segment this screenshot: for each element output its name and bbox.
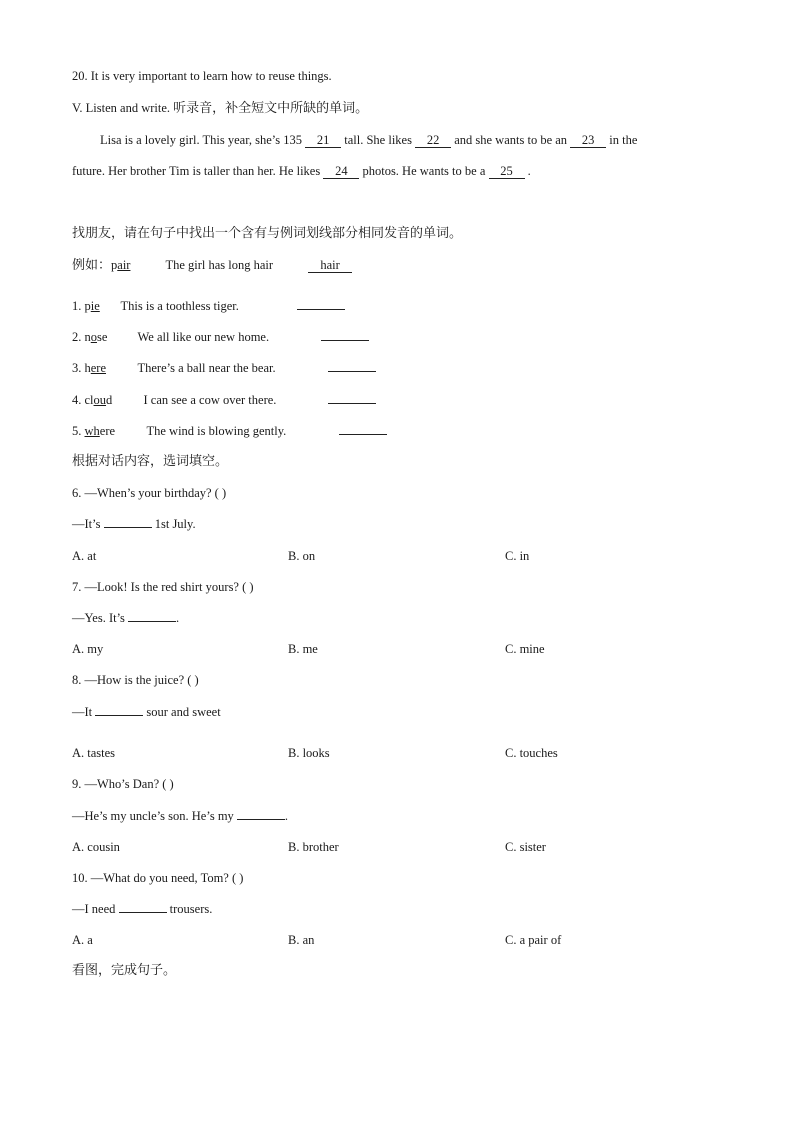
option-10-b[interactable]: B. an bbox=[288, 933, 315, 947]
question-9: 9. —Who’s Dan? ( ) bbox=[72, 777, 174, 791]
question-20: 20. It is very important to learn how to reuse things. bbox=[72, 69, 332, 83]
friends-heading: 找朋友，请在句子中找出一个含有与例词划线部分相同发音的单词。 bbox=[72, 226, 463, 241]
option-7-c[interactable]: C. mine bbox=[505, 642, 545, 656]
friends-example: 例如：pair The girl has long hair hair bbox=[72, 257, 352, 274]
option-6-c[interactable]: C. in bbox=[505, 549, 530, 563]
item-4-word: cloud bbox=[84, 393, 113, 407]
option-6-a[interactable]: A. at bbox=[72, 549, 97, 563]
item-5-word: where bbox=[84, 424, 116, 438]
friends-item-5: 5. where The wind is blowing gently. bbox=[72, 423, 387, 439]
blank-21[interactable]: 21 bbox=[305, 133, 341, 148]
friends-item-1: 1. pie This is a toothless tiger. bbox=[72, 298, 345, 314]
blank-25[interactable]: 25 bbox=[489, 164, 525, 179]
answer-blank-1[interactable] bbox=[297, 309, 345, 310]
option-7-a[interactable]: A. my bbox=[72, 642, 104, 656]
picture-section-heading: 看图，完成句子。 bbox=[72, 963, 177, 978]
question-7: 7. —Look! Is the red shirt yours? ( ) bbox=[72, 580, 254, 594]
passage-line-1: Lisa is a lovely girl. This year, she’s 135 21 tall. She likes 22 and she wants to be an 23 in the bbox=[100, 133, 638, 147]
option-7-b[interactable]: B. me bbox=[288, 642, 318, 656]
answer-line-9: —He’s my uncle’s son. He’s my . bbox=[72, 809, 289, 823]
section-v-title-cn: 听录音，补全短文中所缺的单词。 bbox=[173, 101, 369, 116]
option-8-c[interactable]: C. touches bbox=[505, 746, 558, 760]
option-6-b[interactable]: B. on bbox=[288, 549, 316, 563]
option-8-a[interactable]: A. tastes bbox=[72, 746, 116, 760]
option-8-b[interactable]: B. looks bbox=[288, 746, 330, 760]
answer-blank-2[interactable] bbox=[321, 340, 369, 341]
option-9-b[interactable]: B. brother bbox=[288, 840, 339, 854]
answer-blank-4[interactable] bbox=[328, 403, 376, 404]
question-8: 8. —How is the juice? ( ) bbox=[72, 673, 199, 687]
blank-23[interactable]: 23 bbox=[570, 133, 606, 148]
section-v-heading bbox=[72, 100, 368, 117]
friends-item-3: 3. here There’s a ball near the bear. bbox=[72, 360, 376, 376]
blank-22[interactable]: 22 bbox=[415, 133, 451, 148]
question-10: 10. —What do you need, Tom? ( ) bbox=[72, 871, 244, 885]
answer-blank-3[interactable] bbox=[328, 371, 376, 372]
passage-line-2: future. Her brother Tim is taller than her. He likes 24 photos. He wants to be a 25 . bbox=[72, 164, 531, 178]
option-9-a[interactable]: A. cousin bbox=[72, 840, 120, 854]
fill-blank-6[interactable] bbox=[104, 527, 152, 528]
fill-blank-7[interactable] bbox=[128, 621, 176, 622]
question-6: 6. —When’s your birthday? ( ) bbox=[72, 486, 227, 500]
item-2-word: nose bbox=[84, 330, 108, 344]
fill-blank-9[interactable] bbox=[237, 819, 285, 820]
example-sentence: The girl has long hair bbox=[165, 258, 274, 272]
answer-blank-5[interactable] bbox=[339, 434, 387, 435]
answer-line-7: —Yes. It’s . bbox=[72, 611, 180, 625]
example-word: pair bbox=[111, 258, 131, 272]
fill-blank-8[interactable] bbox=[95, 715, 143, 716]
fill-blank-10[interactable] bbox=[119, 912, 167, 913]
item-1-word: pie bbox=[84, 299, 100, 313]
option-9-c[interactable]: C. sister bbox=[505, 840, 546, 854]
dialog-heading: 根据对话内容，选词填空。 bbox=[72, 454, 229, 469]
blank-24[interactable]: 24 bbox=[323, 164, 359, 179]
option-10-a[interactable]: A. a bbox=[72, 933, 93, 947]
example-answer: hair bbox=[308, 258, 352, 273]
option-10-c[interactable]: C. a pair of bbox=[505, 933, 562, 947]
friends-item-2: 2. nose We all like our new home. bbox=[72, 329, 369, 345]
item-3-word: here bbox=[84, 361, 107, 375]
section-v-title: V. Listen and write. bbox=[72, 101, 174, 115]
friends-item-4: 4. cloud I can see a cow over there. bbox=[72, 392, 376, 408]
answer-line-6: —It’s 1st July. bbox=[72, 517, 196, 531]
answer-line-10: —I need trousers. bbox=[72, 902, 213, 916]
answer-line-8: —It sour and sweet bbox=[72, 705, 221, 719]
